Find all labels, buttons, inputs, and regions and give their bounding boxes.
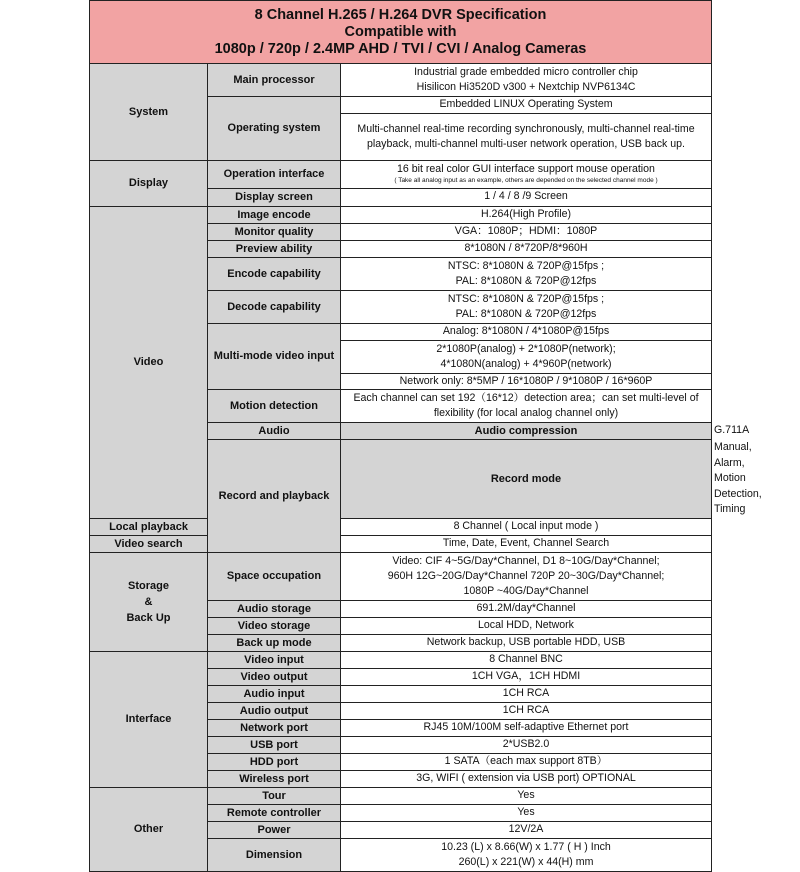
value-line: NTSC: 8*1080N & 720P@15fps ; xyxy=(447,292,605,305)
value-decode-capability xyxy=(341,290,712,323)
label-dimension: Dimension xyxy=(208,838,341,871)
label-backup-mode: Back up mode xyxy=(208,634,341,651)
channel-mode-note: ( Take all analog input as an example, others are depended on the selected channel mode ) xyxy=(394,177,658,184)
value-multi-mode-hybrid xyxy=(341,340,712,373)
category-interface: Interface xyxy=(90,651,208,787)
category-video: Video xyxy=(90,206,208,518)
value-os-features: Multi-channel real-time recording synchronously, multi-channel real-time playback, multi-channel multi-user network operation, USB back up. xyxy=(341,113,712,160)
title-line-2: Compatible with xyxy=(344,24,457,40)
value-operation-interface xyxy=(341,160,712,188)
table-row xyxy=(90,787,712,804)
label-operation-interface: Operation interface xyxy=(208,160,341,188)
value-image-encode: H.264(High Profile) xyxy=(341,206,712,223)
value-preview-ability: 8*1080N / 8*720P/8*960H xyxy=(341,240,712,257)
value-audio-output: 1CH RCA xyxy=(341,702,712,719)
category-storage-backup xyxy=(90,552,208,651)
table-row xyxy=(90,518,712,535)
value-tour: Yes xyxy=(341,787,712,804)
label-wireless-port: Wireless port xyxy=(208,770,341,787)
label-multi-mode-input: Multi-mode video input xyxy=(208,323,341,390)
title-row xyxy=(90,1,712,64)
label-video-input: Video input xyxy=(208,651,341,668)
value-network-port: RJ45 10M/100M self-adaptive Ethernet port xyxy=(341,719,712,736)
value-line: PAL: 8*1080N & 720P@12fps xyxy=(455,274,597,287)
value-line: 10.23 (L) x 8.66(W) x 1.77 ( H ) Inch xyxy=(441,840,611,853)
value-main-processor xyxy=(341,64,712,97)
label-usb-port: USB port xyxy=(208,736,341,753)
value-dimension xyxy=(341,838,712,871)
spec-table xyxy=(89,0,762,872)
value-line: 4*1080N(analog) + 4*960P(network) xyxy=(440,357,612,370)
label-image-encode: Image encode xyxy=(208,206,341,223)
table-row xyxy=(90,64,712,97)
value-local-playback: 8 Channel ( Local input mode ) xyxy=(341,518,712,535)
value-video-output: 1CH VGA，1CH HDMI xyxy=(341,668,712,685)
value-line: Industrial grade embedded micro controller chip xyxy=(414,66,638,78)
value-space-occupation xyxy=(341,552,712,600)
value-line: 16 bit real color GUI interface support mouse operation xyxy=(397,163,655,175)
value-line: 260(L) x 221(W) x 44(H) mm xyxy=(458,855,594,868)
label-record-mode: Record mode xyxy=(341,440,712,519)
value-remote-controller: Yes xyxy=(341,804,712,821)
value-audio-storage: 691.2M/day*Channel xyxy=(341,600,712,617)
value-line: 2*1080P(analog) + 2*1080P(network); xyxy=(436,342,616,355)
label-tour: Tour xyxy=(208,787,341,804)
label-audio-input: Audio input xyxy=(208,685,341,702)
value-backup-mode: Network backup, USB portable HDD, USB xyxy=(341,634,712,651)
value-monitor-quality: VGA：1080P；HDMI：1080P xyxy=(341,223,712,240)
label-display-screen: Display screen xyxy=(208,188,341,206)
value-video-search: Time, Date, Event, Channel Search xyxy=(341,535,712,552)
table-row xyxy=(90,206,712,223)
value-line: PAL: 8*1080N & 720P@12fps xyxy=(455,307,597,320)
value-multi-mode-analog: Analog: 8*1080N / 4*1080P@15fps xyxy=(341,323,712,340)
label-space-occupation: Space occupation xyxy=(208,552,341,600)
label-video-storage: Video storage xyxy=(208,617,341,634)
value-motion-detection: Each channel can set 192（16*12）detection area；can set multi-level of flexibility (for local analog channel only) xyxy=(341,390,712,423)
value-usb-port: 2*USB2.0 xyxy=(341,736,712,753)
label-remote-controller: Remote controller xyxy=(208,804,341,821)
table-row: Record and playback Record mode Manual, Alarm, Motion Detection, Timing xyxy=(90,440,712,519)
label-video-search: Video search xyxy=(90,535,208,552)
category-system: System xyxy=(90,64,208,161)
spec-sheet xyxy=(89,0,762,872)
label-local-playback: Local playback xyxy=(90,518,208,535)
title-line-1: 8 Channel H.265 / H.264 DVR Specification xyxy=(254,7,547,23)
category-audio: Audio xyxy=(208,423,341,440)
value-wireless-port: 3G, WIFI ( extension via USB port) OPTIONAL xyxy=(341,770,712,787)
value-multi-mode-network: Network only: 8*5MP / 16*1080P / 9*1080P / 16*960P xyxy=(341,373,712,390)
table-row xyxy=(90,651,712,668)
value-line: Hisilicon Hi3520D v300 + Nextchip NVP6134C xyxy=(416,81,636,93)
value-line: 960H 12G~20G/Day*Channel 720P 20~30G/Day*Channel; xyxy=(387,569,665,582)
label-decode-capability: Decode capability xyxy=(208,290,341,323)
value-os: Embedded LINUX Operating System xyxy=(341,97,712,114)
value-audio-input: 1CH RCA xyxy=(341,685,712,702)
category-line: & xyxy=(144,595,153,608)
table-row xyxy=(90,535,712,552)
value-hdd-port: 1 SATA（each max support 8TB） xyxy=(341,753,712,770)
value-line: NTSC: 8*1080N & 720P@15fps ; xyxy=(447,259,605,272)
label-audio-compression: Audio compression xyxy=(341,423,712,440)
value-video-input: 8 Channel BNC xyxy=(341,651,712,668)
label-monitor-quality: Monitor quality xyxy=(208,223,341,240)
label-audio-output: Audio output xyxy=(208,702,341,719)
label-video-output: Video output xyxy=(208,668,341,685)
label-hdd-port: HDD port xyxy=(208,753,341,770)
value-line: Video: CIF 4~5G/Day*Channel, D1 8~10G/Day*Channel; xyxy=(392,554,660,567)
label-motion-detection: Motion detection xyxy=(208,390,341,423)
category-display: Display xyxy=(90,160,208,206)
spec-title xyxy=(90,1,712,64)
table-row: Audio Audio compression G.711A xyxy=(90,423,712,440)
table-row xyxy=(90,552,712,600)
label-network-port: Network port xyxy=(208,719,341,736)
value-video-storage: Local HDD, Network xyxy=(341,617,712,634)
label-preview-ability: Preview ability xyxy=(208,240,341,257)
value-display-screen: 1 / 4 / 8 /9 Screen xyxy=(341,188,712,206)
title-line-3: 1080p / 720p / 2.4MP AHD / TVI / CVI / Analog Cameras xyxy=(214,41,587,57)
label-power: Power xyxy=(208,821,341,838)
category-line: Back Up xyxy=(126,611,171,624)
label-main-processor: Main processor xyxy=(208,64,341,97)
table-row xyxy=(90,160,712,188)
category-other: Other xyxy=(90,787,208,871)
value-line: 1080P ~40G/Day*Channel xyxy=(463,584,589,597)
value-encode-capability xyxy=(341,257,712,290)
category-record-playback: Record and playback xyxy=(208,440,341,553)
value-power: 12V/2A xyxy=(341,821,712,838)
label-audio-storage: Audio storage xyxy=(208,600,341,617)
category-line: Storage xyxy=(128,579,169,592)
label-operating-system: Operating system xyxy=(208,97,341,161)
label-encode-capability: Encode capability xyxy=(208,257,341,290)
